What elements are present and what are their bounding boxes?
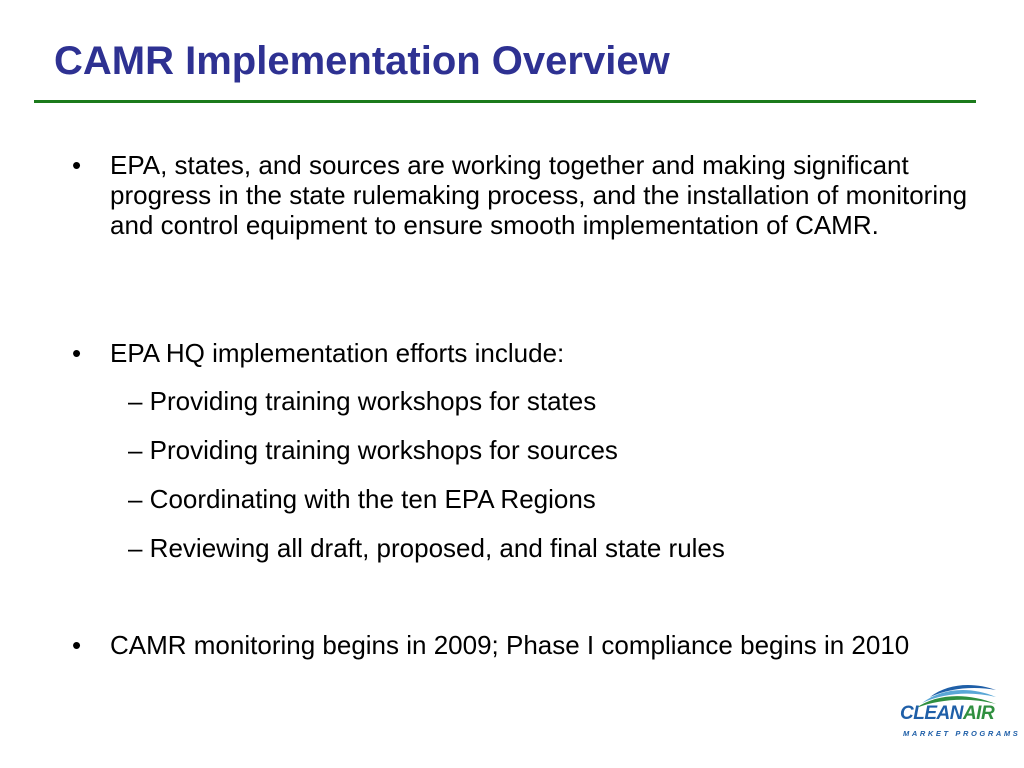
sub-item-1: – Providing training workshops for states xyxy=(128,386,597,416)
bullet-item-3: CAMR monitoring begins in 2009; Phase I compliance begins in 2010 xyxy=(110,630,910,660)
logo-wordmark xyxy=(900,703,994,725)
bullet-marker: • xyxy=(72,630,82,660)
sub-item-3: – Coordinating with the ten EPA Regions xyxy=(128,484,596,514)
bullet-item-1: EPA, states, and sources are working together and making significant progress in the state rulemaking process, and the installation of monitoring and control equipment to ensure smooth implementation of CAMR. xyxy=(110,150,968,240)
logo-word-air: AIR xyxy=(962,703,995,724)
bullet-marker: • xyxy=(72,338,82,368)
slide-title: CAMR Implementation Overview xyxy=(54,39,670,83)
sub-item-2: – Providing training workshops for sources xyxy=(128,435,618,465)
sub-item-4: – Reviewing all draft, proposed, and final state rules xyxy=(128,533,725,563)
logo-word-clean: CLEAN xyxy=(900,703,963,724)
logo-subtitle: MARKET PROGRAMS xyxy=(903,729,1021,738)
bullet-item-2: EPA HQ implementation efforts include: xyxy=(110,338,565,368)
bullet-marker: • xyxy=(72,150,82,180)
title-divider xyxy=(34,100,976,103)
clean-air-markets-logo xyxy=(896,682,1021,742)
